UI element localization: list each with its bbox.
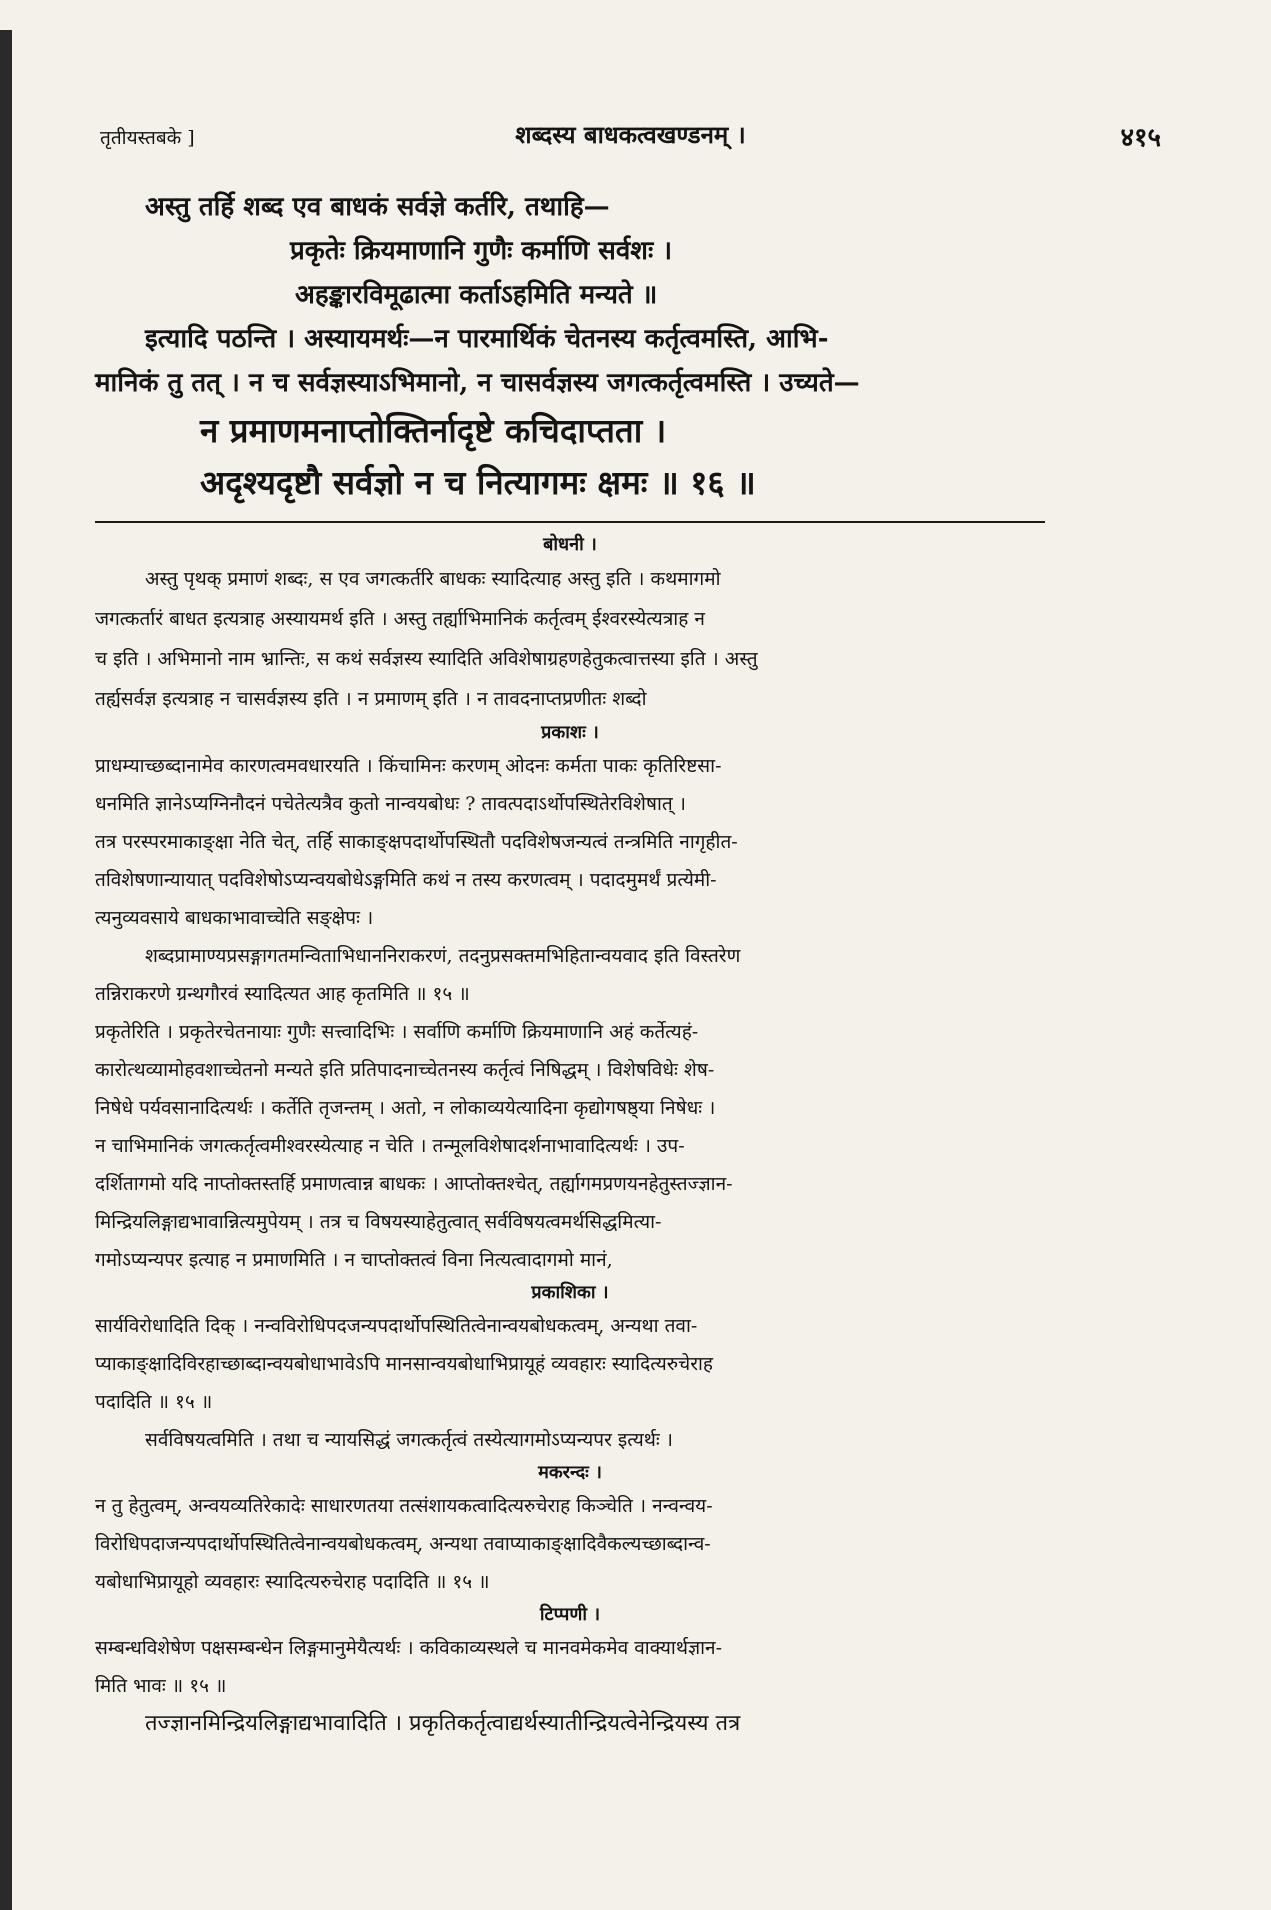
commentary-line: प्याकाङ्क्षादिविरहाच्छाब्दान्वयबोधाभावेऽपि मानसान्वयबोधाभिप्रायूहं व्यवहारः स्यादित्यरुचेराह [95, 1353, 713, 1375]
commentary-line: सम्बन्धविशेषेण पक्षसम्बन्धेन लिङ्गमानुमेयैत्यर्थः । कविकाव्यस्थले च मानवमेकमेव वाक्यार्थज्ञान- [95, 1637, 723, 1659]
section-heading-tippani: टिप्पणी । [539, 1604, 601, 1625]
commentary-line: विरोधिपदाजन्यपदार्थोपस्थितित्वेनान्वयबोधकत्वम्, अन्यथा तवाप्याकाङ्क्षादिवैकल्यच्छाब्दान्व- [95, 1533, 711, 1555]
karika-line: न प्रमाणमनाप्तोक्तिर्नादृष्टे कचिदाप्तता । [200, 411, 667, 450]
main-text-line: अस्तु तर्हि शब्द एव बाधकं सर्वज्ञे कर्तरि, तथाहि— [145, 192, 610, 222]
commentary-line: त्यनुव्यवसाये बाधकाभावाच्चेति सङ्क्षेपः । [95, 907, 374, 929]
commentary-line: सर्वविषयत्वमिति । तथा च न्यायसिद्धं जगत्कर्तृत्वं तस्येत्यागमोऽप्यन्यपर इत्यर्थः । [145, 1429, 673, 1451]
commentary-line: शब्दप्रामाण्यप्रसङ्गागतमन्विताभिधाननिराकरणं, तदनुप्रसक्तमभिहितान्वयवाद इति विस्तरेण [145, 945, 741, 967]
section-heading-makaranda: मकरन्दः । [538, 1462, 602, 1483]
commentary-line: सार्यविरोधादिति दिक् । नन्वविरोधिपदजन्यपदार्थोपस्थितित्वेनान्वयबोधकत्वम्, अन्यथा तवा- [95, 1315, 698, 1337]
commentary-line: तर्ह्यसर्वज्ञ इत्यत्राह न चासर्वज्ञस्य इति । न प्रमाणम् इति । न तावदनाप्तप्रणीतः शब्दो [95, 688, 647, 710]
commentary-line: पदादिति ॥ १५ ॥ [95, 1391, 213, 1413]
page-title: शब्दस्य बाधकत्वखण्डनम् । [515, 120, 746, 149]
commentary-line: तविशेषणान्यायात् पदविशेषोऽप्यन्वयबोधेऽङ्गमिति कथं न तस्य करणत्वम् । पदादमुमर्थं प्रत्येमी- [95, 869, 717, 891]
main-text-line: मानिकं तु तत् । न च सर्वज्ञस्याऽभिमानो, न चासर्वज्ञस्य जगत्कर्तृत्वमस्ति । उच्यते— [95, 368, 860, 398]
commentary-line: कारोत्थव्यामोहवशाच्चेतनो मन्यते इति प्रतिपादनाच्चेतनस्य कर्तृत्वं निषिद्धम् । विशेषविधेः शेष- [95, 1059, 715, 1081]
commentary-line: दर्शितागमो यदि नाप्तोक्तस्तर्हि प्रमाणत्वान्न बाधकः । आप्तोक्तश्चेत्, तर्ह्यागमप्रणयनहेतुस्तज्ज्ञान- [95, 1173, 733, 1195]
binding-edge [0, 30, 12, 1910]
commentary-line: प्रकृतेरिति । प्रकृतेरचेतनायाः गुणैः सत्त्वादिभिः । सर्वाणि कर्माणि क्रियमाणानि अहं कर्तेत्यहं- [95, 1021, 699, 1043]
commentary-line: गमोऽप्यन्यपर इत्याह न प्रमाणमिति । न चाप्तोक्तत्वं विना नित्यत्वादागमो मानं, [95, 1249, 613, 1271]
commentary-line: न तु हेतुत्वम्, अन्वयव्यतिरेकादेः साधारणतया तत्संशायकत्वादित्यरुचेराह किञ्चेति । नन्वन्वय- [95, 1495, 713, 1517]
commentary-line: मिन्द्रियलिङ्गाद्यभावान्नित्यमुपेयम् । तत्र च विषयस्याहेतुत्वात् सर्वविषयत्वमर्थसिद्धमित्या- [95, 1211, 662, 1233]
verse-line: प्रकृतेः क्रियमाणानि गुणैः कर्माणि सर्वशः । [290, 236, 673, 266]
commentary-line: तत्र परस्परमाकाङ्क्षा नेति चेत्, तर्हि साकाङ्क्षपदार्थोपस्थितौ पदविशेषजन्यत्वं तन्त्रमिति नागृहीत- [95, 831, 738, 853]
section-heading-prakashika: प्रकाशिका । [531, 1282, 609, 1303]
commentary-line: तन्निराकरणे ग्रन्थगौरवं स्यादित्यत आह कृतमिति ॥ १५ ॥ [95, 983, 470, 1005]
commentary-line: यबोधाभिप्रायूहो व्यवहारः स्यादित्यरुचेराह पदादिति ॥ १५ ॥ [95, 1571, 490, 1593]
page-body [95, 185, 1045, 1743]
commentary-line: मिति भावः ॥ १५ ॥ [95, 1675, 227, 1697]
section-divider [95, 521, 1045, 523]
commentary-line: प्राधम्याच्छब्दानामेव कारणत्वमवधारयति । किंचामिनः करणम् ओदनः कर्मता पाकः कृतिरिष्टसा- [95, 755, 722, 777]
verse-line: अहङ्कारविमूढात्मा कर्ताऽहमिति मन्यते ॥ [295, 280, 658, 310]
commentary-line: जगत्कर्तारं बाधत इत्यत्राह अस्यायमर्थ इति । अस्तु तर्ह्याभिमानिकं कर्तृत्वम् ईश्वरस्येत्यत्राह न [95, 608, 705, 630]
commentary-line: तज्ज्ञानमिन्द्रियलिङ्गाद्यभावादिति । प्रकृतिकर्तृत्वाद्यर्थस्यातीन्द्रियत्वेनेन्द्रियस्य तत्र [145, 1711, 741, 1736]
chapter-label: तृतीयस्तबके ] [100, 127, 195, 149]
running-header [100, 118, 1161, 158]
commentary-line: न चाभिमानिकं जगत्कर्तृत्वमीश्वरस्येत्याह न चेति । तन्मूलविशेषादर्शनाभावादित्यर्थः । उप- [95, 1135, 685, 1157]
page-number: ४१५ [1120, 123, 1161, 153]
commentary-line: निषेधे पर्यवसानादित्यर्थः । कर्तेति तृजन्तम् । अतो, न लोकाव्ययेत्यादिना कृद्योगषष्ठ्या निषेधः । [95, 1097, 716, 1119]
commentary-line: च इति । अभिमानो नाम भ्रान्तिः, स कथं सर्वज्ञस्य स्यादिति अविशेषाग्रहणहेतुकत्वात्तस्या इति । अस्तु [95, 648, 758, 670]
section-heading-bodhani: बोधनी । [543, 534, 597, 555]
karika-line: अदृश्यदृष्टौ सर्वज्ञो न च नित्यागमः क्षमः ॥ १६ ॥ [200, 463, 756, 502]
section-heading-prakasha: प्रकाशः । [541, 722, 599, 743]
main-text-line: इत्यादि पठन्ति । अस्यायमर्थः—न पारमार्थिकं चेतनस्य कर्तृत्वमस्ति, आभि- [145, 324, 829, 354]
commentary-line: धनमिति ज्ञानेऽप्यग्निनौदनं पचेतेत्यत्रैव कुतो नान्वयबोधः ? तावत्पदाऽर्थोपस्थितेरविशेषात् । [95, 793, 686, 815]
commentary-line: अस्तु पृथक् प्रमाणं शब्दः, स एव जगत्कर्तरि बाधकः स्यादित्याह अस्तु इति । कथमागमो [145, 568, 721, 590]
